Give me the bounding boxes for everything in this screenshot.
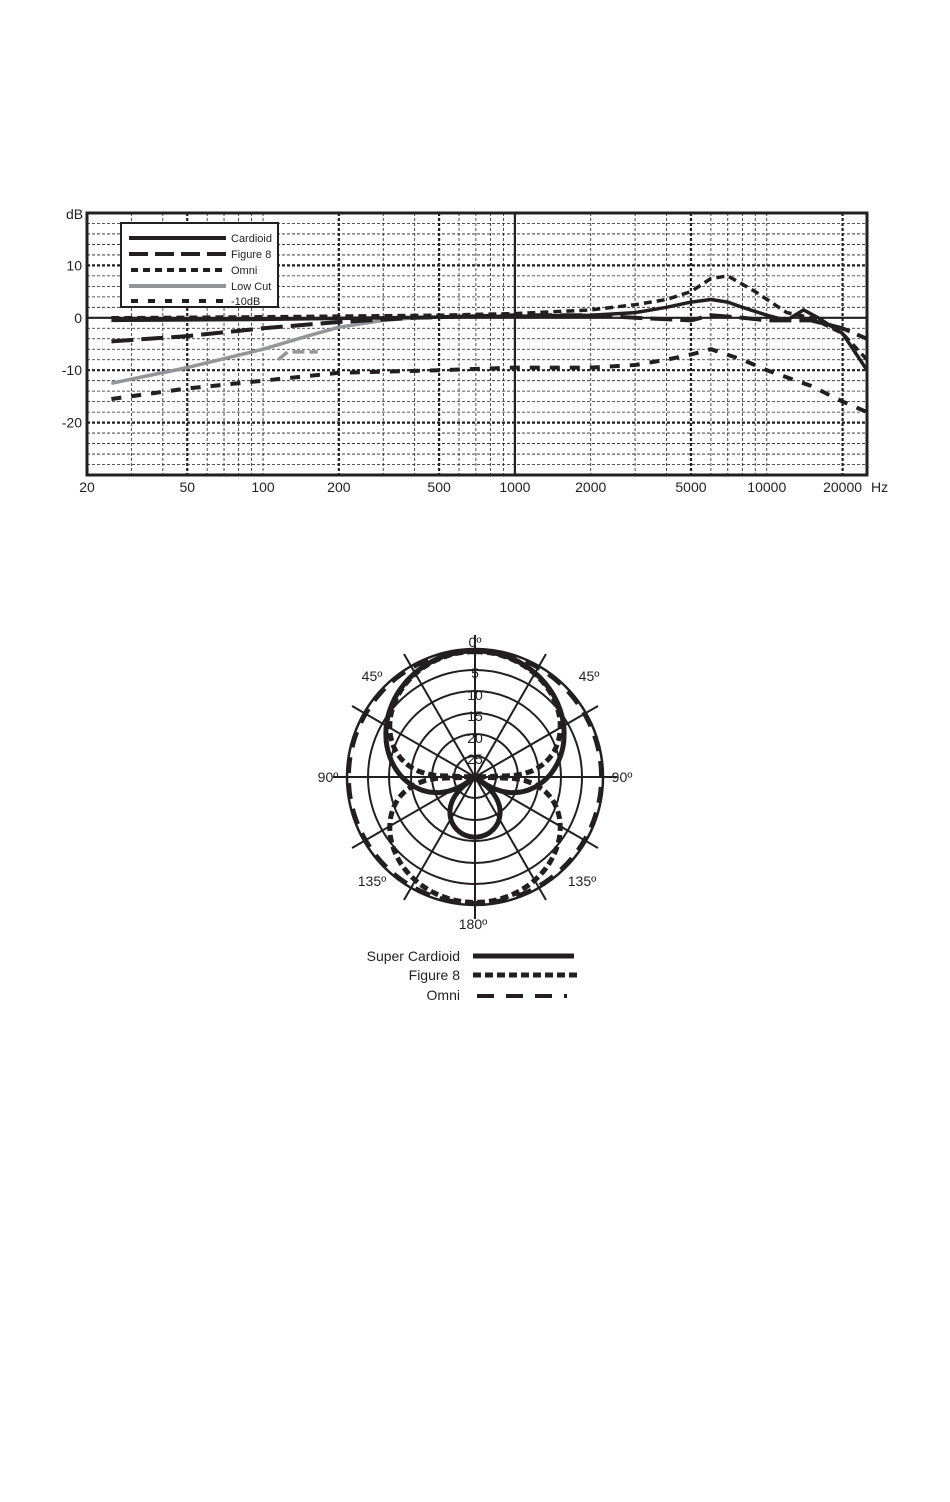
angle-label-45-left: 45º [361, 668, 383, 684]
frequency-response-chart [0, 195, 950, 505]
ring-label-15: 15 [467, 708, 483, 724]
y-tick-label: -20 [61, 414, 82, 431]
x-tick-label: 50 [179, 479, 196, 495]
polar-legend-label-super-cardioid: Super Cardioid [366, 948, 460, 964]
x-tick-label: 20000 [823, 479, 863, 495]
x-tick-label: 100 [251, 479, 275, 495]
angle-label-180: 180º [458, 916, 488, 932]
x-tick-label: 200 [327, 479, 351, 495]
legend-label-figure8: Figure 8 [231, 249, 272, 261]
legend-label-cardioid: Cardioid [231, 233, 272, 245]
y-tick-label: -10 [61, 362, 82, 379]
x-tick-label: 5000 [675, 479, 707, 495]
angle-label-90-left: 90º [317, 769, 339, 785]
angle-label-135-right: 135º [567, 873, 597, 889]
y-axis-label: dB [66, 206, 84, 222]
angle-label-135-left: 135º [357, 873, 387, 889]
legend-label-low-cut: Low Cut [231, 281, 272, 293]
low-cut-fragment [278, 352, 318, 360]
x-axis-unit: Hz [871, 479, 889, 495]
polar-center-label: dB [468, 773, 482, 785]
ring-label-25: 25 [467, 751, 483, 767]
frequency-legend [121, 223, 278, 308]
polar-legend-label-omni: Omni [426, 987, 460, 1003]
y-tick-label: 10 [66, 257, 82, 274]
legend-label-omni: Omni [231, 265, 258, 277]
x-tick-label: 2000 [575, 479, 607, 495]
legend-label-minus10db: -10dB [231, 296, 261, 308]
angle-label-0: 0º [468, 634, 482, 650]
x-tick-label: 20 [79, 479, 95, 495]
ring-label-5: 5 [471, 665, 479, 681]
x-tick-label: 500 [427, 479, 451, 495]
x-tick-label: 10000 [747, 479, 787, 495]
ring-label-10: 10 [467, 687, 483, 703]
polar-legend-label-figure8: Figure 8 [408, 967, 460, 983]
ring-label-20: 20 [467, 730, 483, 746]
x-tick-label: 1000 [499, 479, 531, 495]
angle-label-90-right: 90º [611, 769, 633, 785]
angle-label-45-right: 45º [578, 668, 600, 684]
y-tick-label: 0 [74, 309, 82, 326]
polar-legend [367, 948, 579, 1003]
polar-pattern-chart [295, 620, 655, 1015]
